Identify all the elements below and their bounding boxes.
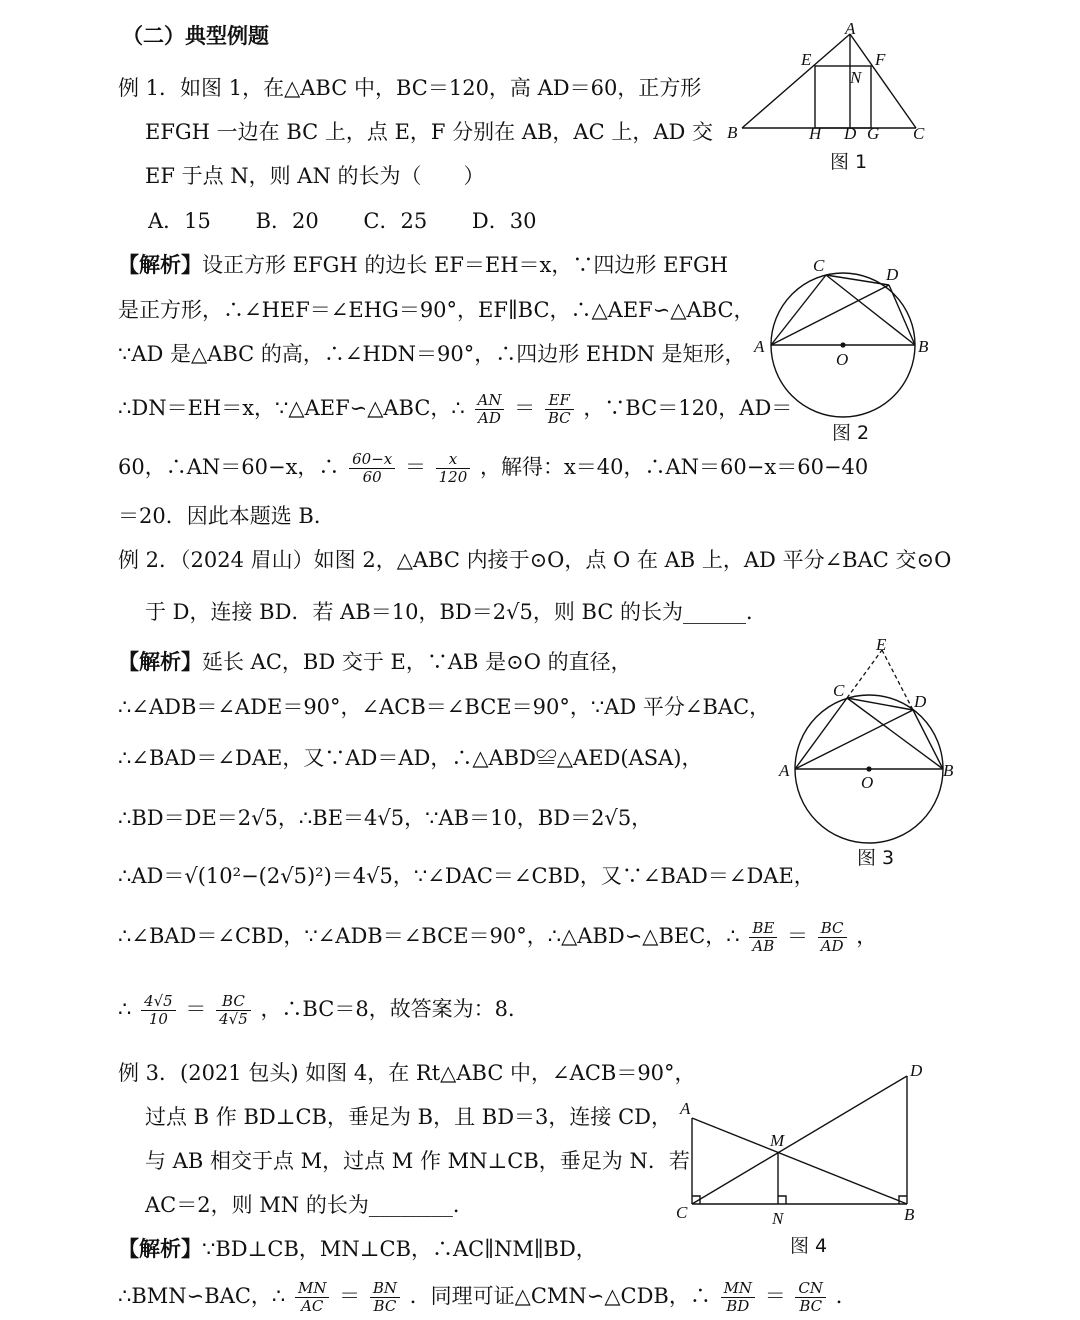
numerator: CN (795, 1280, 826, 1298)
label: B (918, 337, 929, 356)
text: ∴ (118, 997, 132, 1021)
choice-c: C．25 (363, 209, 428, 233)
figure-1 (720, 20, 940, 180)
text: ，∴BC＝8，故答案为：8． (260, 997, 530, 1021)
ex3-line-3: 与 AB 相交于点 M，过点 M 作 MN⊥CB，垂足为 N．若 (145, 1149, 690, 1173)
ex2-sol-line-3: ∴∠BAD＝∠DAE，又∵AD＝AD，∴△ABD≌△AED(ASA)， (118, 746, 703, 770)
figure-3 (775, 630, 965, 870)
label: D (914, 692, 927, 711)
label: M (770, 1131, 785, 1150)
numerator: EF (545, 392, 574, 410)
label: B (943, 761, 954, 780)
fraction (436, 451, 471, 486)
denominator: AB (752, 937, 775, 955)
fraction (749, 920, 777, 955)
ex1-sol-line-1 (118, 251, 728, 279)
label: A (779, 761, 790, 780)
denominator: AC (301, 1297, 324, 1315)
ex1-sol-line-3: ∵AD 是△ABC 的高，∴∠HDN＝90°，∴四边形 EHDN 是矩形， (118, 342, 746, 366)
ex1-line-1: 例 1．如图 1，在△ABC 中，BC＝120，高 AD＝60，正方形 (118, 76, 702, 100)
ex2-line-2: 于 D，连接 BD．若 AB＝10，BD＝2√5，则 BC 的长为______． (145, 600, 768, 624)
fraction (370, 1280, 400, 1315)
text: ，∵BC＝120，AD＝ (583, 396, 793, 420)
fraction (795, 1280, 826, 1315)
text: ． (835, 1284, 857, 1308)
sol-label: 【解析】 (118, 1236, 202, 1261)
label: D (844, 124, 857, 143)
numerator: AN (475, 392, 505, 410)
fraction (721, 1280, 755, 1315)
sol-text: ∵BD⊥CB，MN⊥CB，∴AC∥NM∥BD， (202, 1237, 597, 1261)
choice-d: D．30 (471, 209, 537, 233)
denominator: 10 (148, 1010, 168, 1028)
label: C (913, 124, 925, 143)
equals: ＝ (514, 396, 536, 420)
label: C (813, 256, 825, 275)
fraction (475, 392, 505, 427)
numerator: 60−x (349, 451, 395, 469)
label: G (867, 124, 880, 143)
denominator: BC (547, 409, 571, 427)
label: A (845, 19, 856, 38)
ex2-sol-line-2: ∴∠ADB＝∠ADE＝90°，∠ACB＝∠BCE＝90°，∵AD 平分∠BAC， (118, 695, 771, 719)
label: H (809, 124, 822, 143)
text: ．同理可证△CMN∽△CDB，∴ (409, 1284, 711, 1308)
numerator: MN (295, 1280, 329, 1298)
ex1-sol-line-6: ＝20．因此本题选 B． (118, 504, 335, 528)
ex1-choices (148, 207, 574, 235)
numerator: x (436, 451, 471, 469)
fraction (141, 993, 176, 1028)
ex2-sol-line-1 (118, 648, 632, 676)
ex3-line-2: 过点 B 作 BD⊥CB，垂足为 B，且 BD＝3，连接 CD， (145, 1105, 672, 1129)
label: B (727, 123, 738, 142)
denominator: AD (820, 937, 844, 955)
text: ，解得：x＝40，∴AN＝60−x＝60−40 (479, 455, 869, 479)
label: A (680, 1099, 691, 1118)
denominator: BD (726, 1297, 750, 1315)
fraction (818, 920, 847, 955)
figure-caption: 图 3 (857, 847, 895, 869)
label: F (875, 50, 886, 69)
label: C (676, 1203, 688, 1222)
label: N (772, 1209, 784, 1228)
figure-4 (670, 1060, 930, 1260)
numerator: BC (216, 993, 251, 1011)
section-title: （二）典型例题 (122, 23, 269, 48)
choice-a: A．15 (148, 209, 211, 233)
label: E (876, 635, 887, 654)
ex1-sol-line-2: 是正方形，∴∠HEF＝∠EHG＝90°，EF∥BC，∴△AEF∽△ABC， (118, 298, 755, 322)
choice-b: B．20 (255, 209, 319, 233)
ex2-sol-line-5: ∴AD＝√(10²−(2√5)²)＝4√5，∵∠DAC＝∠CBD，又∵∠BAD＝∠DAE， (118, 864, 815, 888)
text: ∴∠BAD＝∠CBD，∵∠ADB＝∠BCE＝90°，∴△ABD∽△BEC，∴ (118, 924, 740, 948)
equals: ＝ (764, 1284, 786, 1308)
numerator: 4√5 (141, 993, 176, 1011)
ex2-sol-line-6 (118, 920, 877, 955)
fraction (295, 1280, 329, 1315)
ex1-sol-line-4 (118, 392, 792, 427)
ex2-sol-line-4: ∴BD＝DE＝2√5，∴BE＝4√5，∵AB＝10，BD＝2√5， (118, 806, 653, 830)
figure-caption: 图 2 (832, 422, 870, 444)
fraction (349, 451, 395, 486)
ex1-line-3: EF 于点 N，则 AN 的长为（ ） (145, 164, 485, 188)
label: O (836, 350, 849, 369)
fraction (545, 392, 574, 427)
equals: ＝ (185, 997, 207, 1021)
label: N (850, 68, 862, 87)
figure-caption: 图 4 (790, 1235, 828, 1257)
label: B (904, 1205, 915, 1224)
sol-text: 延长 AC，BD 交于 E，∵AB 是⊙O 的直径， (202, 650, 632, 674)
ex3-line-4: AC＝2，则 MN 的长为________． (145, 1193, 474, 1217)
denominator: 60 (362, 468, 382, 486)
text: ∴DN＝EH＝x，∵△AEF∽△ABC，∴ (118, 396, 465, 420)
ex3-line-1: 例 3．(2021 包头) 如图 4，在 Rt△ABC 中，∠ACB＝90°， (118, 1061, 696, 1085)
sol-label: 【解析】 (118, 252, 202, 277)
label: C (833, 681, 845, 700)
ex2-sol-line-7 (118, 993, 529, 1028)
label: E (801, 50, 812, 69)
numerator: BC (818, 920, 847, 938)
numerator: BE (749, 920, 777, 938)
equals: ＝ (404, 455, 426, 479)
ex1-line-2: EFGH 一边在 BC 上，点 E，F 分别在 AB，AC 上，AD 交 (145, 120, 714, 144)
text: ∴BMN∽BAC，∴ (118, 1284, 286, 1308)
sol-text: 设正方形 EFGH 的边长 EF＝EH＝x，∵四边形 EFGH (202, 253, 729, 277)
denominator: BC (799, 1297, 823, 1315)
ex3-sol-line-2 (118, 1280, 857, 1315)
ex2-line-1: 例 2．（2024 眉山）如图 2，△ABC 内接于⊙O，点 O 在 AB 上，AD 平分∠BAC 交⊙O (118, 548, 952, 572)
text: 60，∴AN＝60−x，∴ (118, 455, 340, 479)
label: O (861, 773, 874, 792)
label: A (754, 337, 765, 356)
denominator: 120 (438, 468, 468, 486)
numerator: MN (721, 1280, 755, 1298)
equals: ＝ (787, 924, 808, 948)
sol-label: 【解析】 (118, 649, 202, 674)
denominator: BC (373, 1297, 397, 1315)
figure-caption: 图 1 (830, 151, 868, 173)
equals: ＝ (339, 1284, 361, 1308)
denominator: 4√5 (219, 1010, 248, 1028)
label: D (886, 265, 899, 284)
ex1-sol-line-5 (118, 451, 868, 486)
ex3-sol-line-1 (118, 1235, 597, 1263)
label: D (910, 1061, 923, 1080)
fraction (216, 993, 251, 1028)
text: ， (856, 924, 878, 948)
figure-2 (750, 255, 940, 450)
denominator: AD (478, 409, 501, 427)
numerator: BN (370, 1280, 400, 1298)
